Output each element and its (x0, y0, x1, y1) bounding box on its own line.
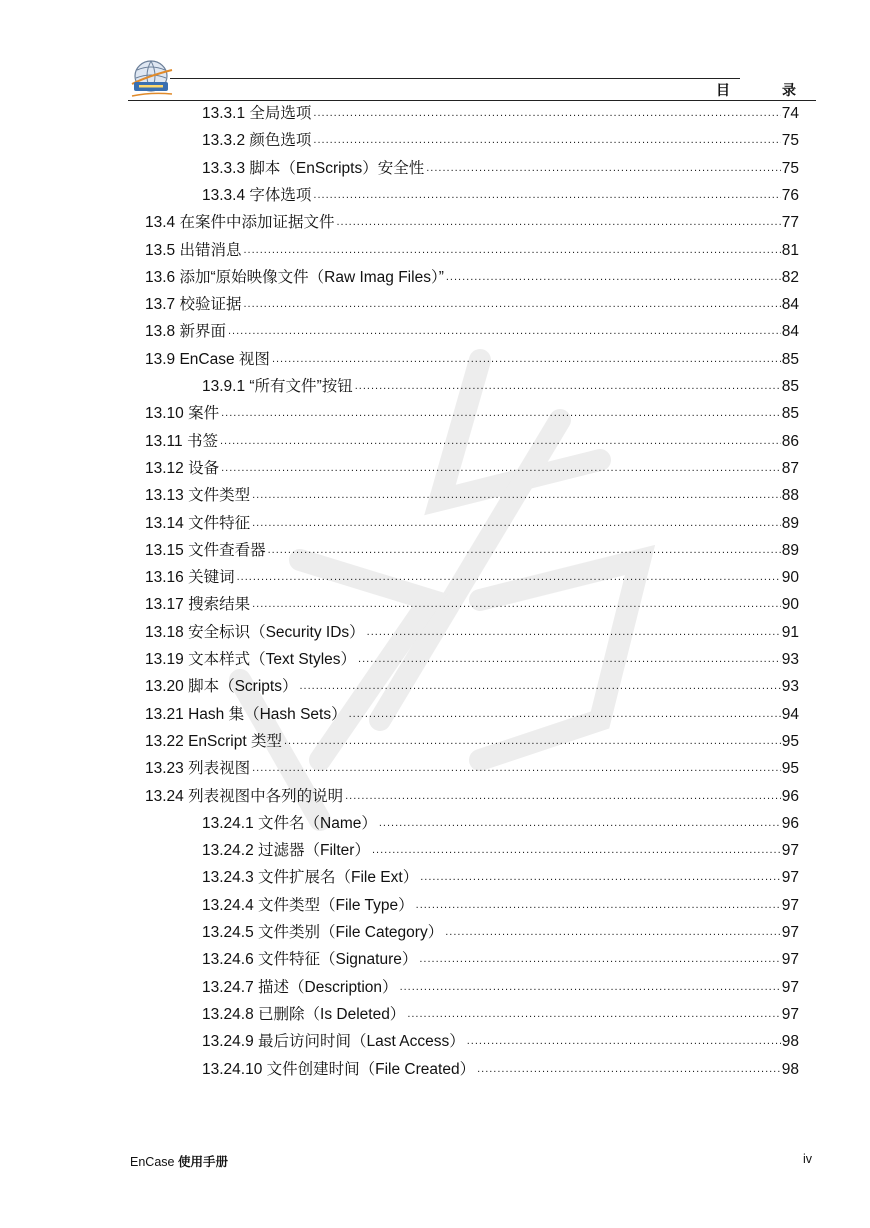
toc-entry[interactable] (145, 565, 799, 587)
toc-dot-leader (221, 461, 781, 478)
toc-entry-page: 90 (781, 569, 799, 587)
toc-dot-leader (477, 1062, 781, 1079)
toc-entry-title: 13.8 新界面 (145, 323, 226, 341)
toc-entry[interactable] (145, 429, 799, 451)
toc-entry-page: 89 (781, 541, 799, 559)
toc-entry-title: 13.17 搜索结果 (145, 596, 251, 614)
toc-entry[interactable] (145, 729, 799, 751)
toc-entry[interactable] (145, 511, 799, 533)
toc-dot-leader (336, 215, 780, 232)
toc-dot-leader (358, 652, 781, 669)
toc-entry[interactable] (202, 947, 799, 969)
toc-entry-title: 13.24.2 过滤器（Filter） (202, 842, 370, 860)
company-logo (128, 56, 174, 100)
toc-entry-page: 81 (781, 241, 799, 259)
toc-entry-title: 13.15 文件查看器 (145, 541, 266, 559)
toc-dot-leader (299, 679, 780, 696)
toc-entry[interactable] (202, 838, 799, 860)
toc-entry-title: 13.21 Hash 集（Hash Sets） (145, 705, 347, 723)
toc-entry[interactable] (145, 210, 799, 232)
toc-entry-title: 13.19 文本样式（Text Styles） (145, 651, 357, 668)
toc-entry-title: 13.3.2 颜色选项 (202, 132, 312, 150)
toc-entry[interactable] (145, 592, 799, 614)
toc-entry-title: 13.13 文件类型 (145, 487, 251, 505)
toc-entry[interactable] (145, 483, 799, 505)
toc-dot-leader (268, 543, 781, 560)
toc-entry-page: 97 (781, 924, 799, 941)
toc-entry-title: 13.12 设备 (145, 459, 220, 477)
toc-dot-leader (284, 734, 781, 751)
toc-dot-leader (252, 488, 781, 505)
toc-entry[interactable] (145, 784, 799, 806)
toc-entry[interactable] (202, 811, 799, 833)
toc-entry-page: 86 (781, 432, 799, 450)
toc-entry-title: 13.9.1 “所有文件”按钮 (202, 378, 353, 395)
toc-entry-page: 75 (781, 159, 799, 177)
toc-entry-page: 97 (781, 869, 799, 887)
toc-entry-title: 13.24.9 最后访问时间（Last Access） (202, 1033, 465, 1051)
toc-entry-title: 13.18 安全标识（Security IDs） (145, 623, 365, 641)
toc-entry-title: 13.9 EnCase 视图 (145, 350, 270, 368)
toc-entry-page: 85 (781, 350, 799, 368)
toc-entry-title: 13.14 文件特征 (145, 514, 251, 532)
toc-dot-leader (372, 843, 781, 860)
toc-entry[interactable] (145, 265, 799, 287)
toc-dot-leader (243, 297, 780, 314)
toc-entry-page: 97 (781, 1005, 799, 1023)
toc-entry-title: 13.20 脚本（Scripts） (145, 678, 298, 696)
toc-entry-page: 95 (781, 732, 799, 750)
toc-entry-page: 88 (781, 487, 799, 505)
header-rule-top (170, 78, 740, 79)
toc-entry-page: 97 (781, 842, 799, 860)
toc-dot-leader (228, 324, 781, 341)
toc-entry-page: 95 (781, 760, 799, 778)
toc-dot-leader (313, 133, 780, 150)
toc-entry-page: 97 (781, 978, 799, 996)
toc-entry-page: 75 (781, 132, 799, 150)
toc-entry[interactable] (202, 975, 799, 997)
toc-dot-leader (426, 161, 781, 178)
toc-entry[interactable] (145, 292, 799, 314)
toc-dot-leader (445, 925, 781, 942)
toc-entry-page: 90 (781, 596, 799, 614)
toc-dot-leader (252, 516, 781, 533)
toc-entry-page: 96 (781, 787, 799, 805)
toc-entry-title: 13.24.10 文件创建时间（File Created） (202, 1060, 476, 1078)
toc-dot-leader (355, 379, 781, 396)
toc-entry-title: 13.24.7 描述（Description） (202, 978, 398, 996)
footer-page-number: iv (803, 1152, 813, 1166)
toc-entry-page: 97 (781, 896, 799, 914)
toc-dot-leader (367, 625, 781, 642)
toc-entry-page: 91 (781, 623, 799, 641)
footer-manual-label: 使用手册 (177, 1155, 228, 1169)
toc-entry-title: 13.24.5 文件类别（File Category） (202, 924, 444, 941)
toc-entry-title: 13.11 书签 (145, 432, 218, 450)
toc-entry[interactable] (202, 183, 799, 205)
toc-dot-leader (379, 816, 781, 833)
toc-entry[interactable] (202, 1029, 799, 1051)
toc-entry[interactable] (145, 620, 799, 642)
toc-dot-leader (407, 1007, 780, 1024)
toc-entry-title: 13.3.4 字体选项 (202, 186, 312, 204)
toc-dot-leader (252, 761, 781, 778)
toc-dot-leader (313, 106, 780, 123)
toc-entry-title: 13.24.4 文件类型（File Type） (202, 896, 414, 914)
toc-entry-title: 13.23 列表视图 (145, 760, 251, 778)
toc-entry-page: 97 (781, 951, 799, 969)
toc-entry-title: 13.3.3 脚本（EnScripts）安全性 (202, 159, 425, 177)
toc-entry-page: 93 (781, 651, 799, 668)
toc-entry-title: 13.22 EnScript 类型 (145, 732, 282, 750)
toc-entry-page: 84 (781, 296, 799, 314)
toc-entry[interactable] (145, 238, 799, 260)
toc-entry[interactable] (145, 456, 799, 478)
toc-entry-title: 13.3.1 全局选项 (202, 105, 312, 122)
toc-entry-title: 13.10 案件 (145, 405, 220, 423)
toc-dot-leader (243, 243, 780, 260)
toc-entry-page: 76 (781, 186, 799, 204)
toc-dot-leader (349, 707, 781, 724)
toc-entry[interactable] (145, 756, 799, 778)
globe-logo-icon (128, 56, 174, 100)
toc-dot-leader (400, 980, 781, 997)
toc-entry[interactable] (145, 702, 799, 724)
toc-dot-leader (345, 789, 781, 806)
toc-entry[interactable] (202, 865, 799, 887)
toc-dot-leader (446, 270, 781, 287)
toc-entry[interactable] (145, 538, 799, 560)
toc-dot-leader (237, 570, 781, 587)
footer-product-name: EnCase (130, 1155, 175, 1169)
toc-entry[interactable] (145, 674, 799, 696)
toc-dot-leader (467, 1034, 781, 1051)
toc-dot-leader (272, 352, 781, 369)
page-header-title: 目录 (716, 82, 848, 98)
toc-dot-leader (419, 952, 780, 969)
toc-entry[interactable] (202, 1002, 799, 1024)
toc-entry[interactable] (145, 401, 799, 423)
toc-entry[interactable] (202, 156, 799, 178)
toc-entry-page: 89 (781, 514, 799, 532)
toc-entry-title: 13.24 列表视图中各列的说明 (145, 787, 344, 805)
toc-entry-page: 93 (781, 678, 799, 696)
toc-entry[interactable] (202, 374, 799, 396)
toc-entry-page: 87 (781, 459, 799, 477)
toc-entry-page: 98 (781, 1060, 799, 1078)
toc-entry-page: 96 (781, 814, 799, 832)
toc-entry-page: 84 (781, 323, 799, 341)
toc-entry[interactable] (202, 101, 799, 123)
toc-entry[interactable] (145, 347, 799, 369)
toc-entry-title: 13.6 添加“原始映像文件（Raw Imag Files）” (145, 268, 444, 286)
toc-entry[interactable] (145, 319, 799, 341)
toc-dot-leader (220, 434, 781, 451)
toc-entry-page: 77 (781, 214, 799, 232)
toc-entry-title: 13.4 在案件中添加证据文件 (145, 214, 335, 232)
toc-dot-leader (221, 406, 781, 423)
toc-entry-title: 13.7 校验证据 (145, 296, 242, 314)
toc-entry-page: 85 (781, 405, 799, 423)
toc-entry-page: 82 (781, 268, 799, 286)
toc-entry[interactable] (202, 1057, 799, 1079)
toc-entry-title: 13.5 出错消息 (145, 241, 242, 259)
toc-entry-title: 13.24.1 文件名（Name） (202, 814, 377, 832)
toc-dot-leader (416, 898, 781, 915)
toc-entry-page: 98 (781, 1033, 799, 1051)
toc-entry[interactable] (202, 920, 799, 942)
toc-entry-page: 94 (781, 705, 799, 723)
toc-dot-leader (420, 870, 781, 887)
toc-entry[interactable] (145, 647, 799, 669)
footer-manual-title (130, 1152, 228, 1170)
toc-entry-page: 74 (781, 105, 799, 122)
toc-dot-leader (313, 188, 780, 205)
toc-dot-leader (252, 597, 781, 614)
toc-entry-title: 13.24.3 文件扩展名（File Ext） (202, 869, 419, 887)
toc-entry[interactable] (202, 128, 799, 150)
toc-entry-title: 13.24.8 已删除（Is Deleted） (202, 1005, 406, 1023)
toc-entry-page: 85 (781, 378, 799, 395)
toc-entry[interactable] (202, 893, 799, 915)
toc-entry-title: 13.16 关键词 (145, 569, 235, 587)
toc-entry-title: 13.24.6 文件特征（Signature） (202, 951, 418, 969)
